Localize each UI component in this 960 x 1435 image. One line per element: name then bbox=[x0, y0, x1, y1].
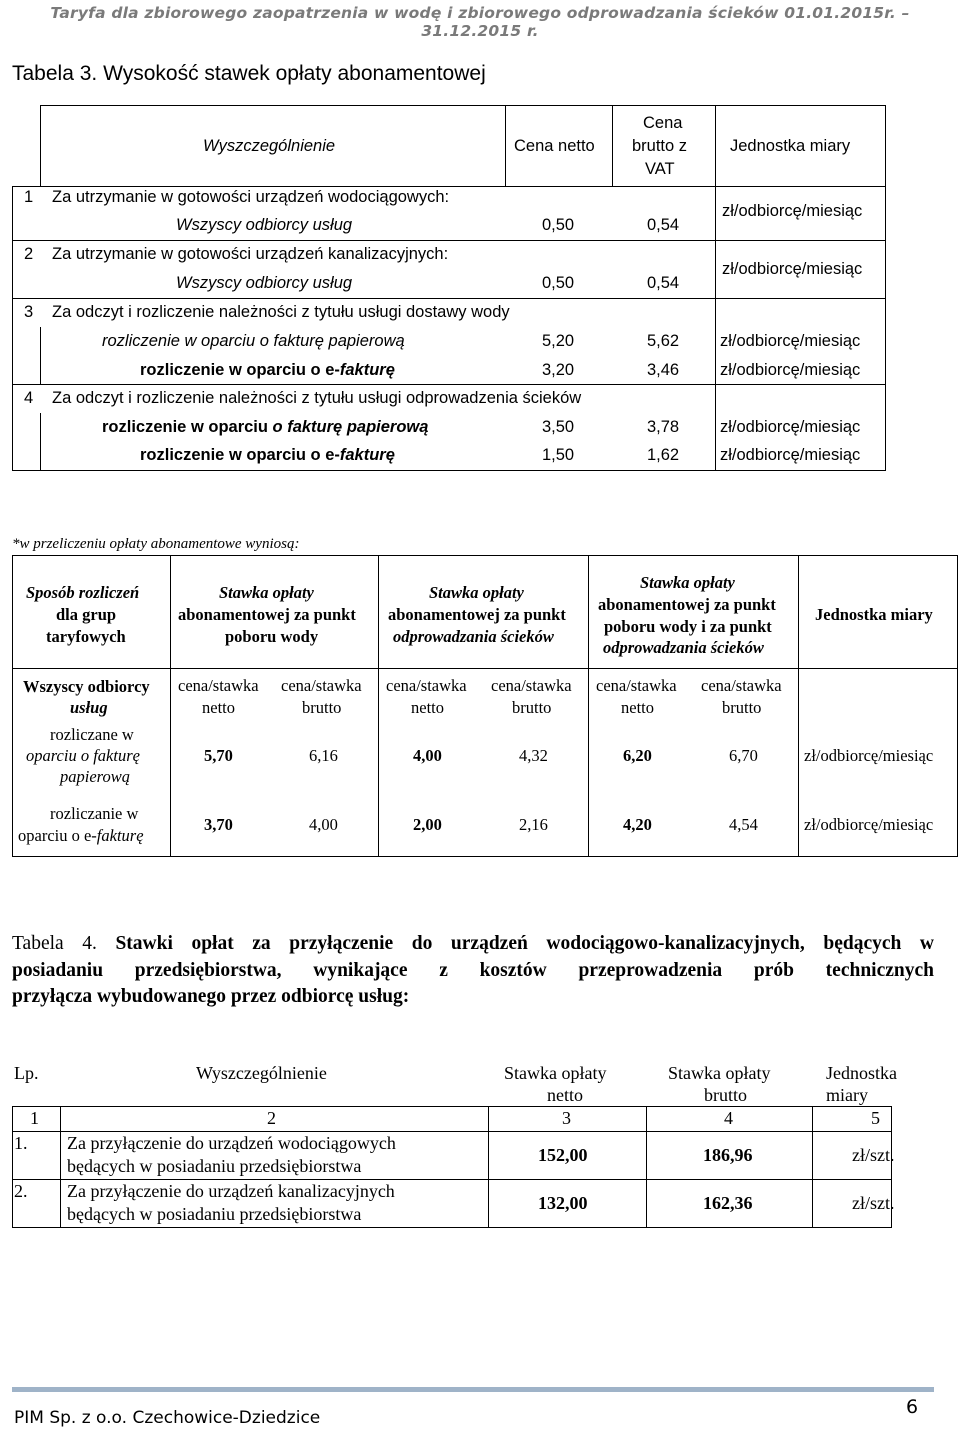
t3-row1-gross: 0,54 bbox=[647, 216, 680, 234]
table4-caption-line3: przyłącza wybudowanego przez odbiorcę usług: bbox=[12, 986, 410, 1007]
table4-caption bbox=[12, 931, 934, 1011]
table4-caption-prefix: Tabela 4. bbox=[12, 933, 97, 954]
t3-row4-no: 4 bbox=[24, 389, 34, 407]
calc-head-water-2: abonamentowej za punkt bbox=[178, 605, 356, 624]
calc-head-sewage-1: Stawka opłaty bbox=[429, 583, 524, 602]
calc-r2-label-1: rozliczanie w bbox=[50, 804, 139, 823]
t3-head-gross-2: brutto z bbox=[632, 137, 688, 155]
t4-num-1: 1 bbox=[30, 1108, 39, 1128]
calc-r2-v2: 4,00 bbox=[309, 815, 338, 834]
calc-r1-v4: 4,32 bbox=[519, 746, 548, 765]
calc-r1-v3: 4,00 bbox=[413, 746, 442, 765]
calc-r1-v1: 5,70 bbox=[204, 746, 233, 765]
calc-head-both-4: odprowadzania ścieków bbox=[603, 638, 764, 657]
t3-row2-net: 0,50 bbox=[542, 274, 575, 292]
t3-row3-sub1: rozliczenie w oparciu o fakturę papierową bbox=[102, 332, 405, 350]
t4-head-gross-b: brutto bbox=[704, 1085, 747, 1105]
t4-r1-unit: zł/szt. bbox=[852, 1145, 895, 1165]
t3-head-gross-3: VAT bbox=[645, 160, 675, 178]
t3-row1-unit: zł/odbiorcę/miesiąc bbox=[722, 202, 863, 220]
t4-head-net-b: netto bbox=[547, 1085, 583, 1105]
t4-r2-spec-b: będących w posiadaniu przedsiębiorstwa bbox=[67, 1204, 362, 1224]
t4-num-5: 5 bbox=[871, 1108, 880, 1128]
t3-row2-gross: 0,54 bbox=[647, 274, 680, 292]
table3-caption-title: Wysokość stawek opłaty abonamentowej bbox=[103, 62, 486, 85]
calc-r2-v5: 4,20 bbox=[623, 815, 652, 834]
t3-row4-gross1: 3,78 bbox=[647, 418, 680, 436]
calc-r2-v4: 2,16 bbox=[519, 815, 548, 834]
t4-head-lp: Lp. bbox=[14, 1063, 39, 1083]
calc-head-sewage-2: abonamentowej za punkt bbox=[388, 605, 566, 624]
t4-r2-lp: 2. bbox=[14, 1181, 28, 1201]
calc-r1-v5: 6,20 bbox=[623, 746, 652, 765]
t3-row2-unit: zł/odbiorcę/miesiąc bbox=[722, 260, 863, 278]
calc-cb-1b: brutto bbox=[302, 698, 342, 717]
t4-r2-net: 132,00 bbox=[538, 1193, 588, 1213]
calc-r2-v3: 2,00 bbox=[413, 815, 442, 834]
t3-row1-no: 1 bbox=[24, 188, 34, 206]
t3-row3-net2: 3,20 bbox=[542, 361, 575, 379]
t4-num-3: 3 bbox=[562, 1108, 571, 1128]
t3-row3-unit1: zł/odbiorcę/miesiąc bbox=[720, 332, 861, 350]
calc-head-method-1: Sposób rozliczeń bbox=[26, 583, 140, 602]
table4-caption-line1: Stawki opłat za przyłączenie do urządzeń wodociągowo-kanalizacyjnych, będących w bbox=[115, 933, 934, 954]
t4-num-4: 4 bbox=[724, 1108, 733, 1128]
page-header: Taryfa dla zbiorowego zaopatrzenia w wodę i zbiorowego odprowadzania ścieków 01.01.2015r. – 31.12.2015 r. bbox=[50, 4, 910, 40]
t3-row4-sub2: rozliczenie w oparciu o e-fakturę bbox=[140, 446, 395, 464]
t4-r2-unit: zł/szt. bbox=[852, 1193, 895, 1213]
t3-head-unit: Jednostka miary bbox=[730, 137, 851, 155]
calc-r1-label-3: papierową bbox=[60, 767, 130, 786]
calc-head-both-3: poboru wody i za punkt bbox=[604, 617, 772, 636]
calc-cb-3b: brutto bbox=[722, 698, 762, 717]
t3-row2-title: Za utrzymanie w gotowości urządzeń kanalizacyjnych: bbox=[52, 245, 449, 263]
t3-row3-net1: 5,20 bbox=[542, 332, 575, 350]
calc-cn-1: cena/stawka bbox=[178, 676, 259, 695]
calc-note: *w przeliczeniu opłaty abonamentowe wyniosą: bbox=[12, 536, 300, 552]
t3-row3-unit2: zł/odbiorcę/miesiąc bbox=[720, 361, 861, 379]
t3-row3-no: 3 bbox=[24, 303, 34, 321]
t3-row3-gross2: 3,46 bbox=[647, 361, 680, 379]
table3-caption-prefix: Tabela 3. bbox=[12, 62, 98, 85]
t4-r1-gross: 186,96 bbox=[703, 1145, 753, 1165]
t4-r2-gross: 162,36 bbox=[703, 1193, 753, 1213]
t4-head-net-a: Stawka opłaty bbox=[504, 1063, 607, 1083]
calc-cn-1b: netto bbox=[202, 698, 235, 717]
t4-head-spec: Wyszczególnienie bbox=[196, 1063, 327, 1083]
t3-head-net: Cena netto bbox=[514, 137, 595, 155]
t3-row3-gross1: 5,62 bbox=[647, 332, 680, 350]
calc-cn-2b: netto bbox=[411, 698, 444, 717]
calc-cb-3: cena/stawka bbox=[701, 676, 782, 695]
t3-row1-sub: Wszyscy odbiorcy usług bbox=[176, 216, 353, 234]
calc-r0-label-2: usług bbox=[70, 698, 108, 717]
t4-r1-spec-b: będących w posiadaniu przedsiębiorstwa bbox=[67, 1156, 362, 1176]
calc-cb-2: cena/stawka bbox=[491, 676, 572, 695]
calc-r1-v6: 6,70 bbox=[729, 746, 758, 765]
t3-row3-sub2: rozliczenie w oparciu o e-fakturę bbox=[140, 361, 395, 379]
calc-cn-2: cena/stawka bbox=[386, 676, 467, 695]
t3-row4-sub1: rozliczenie w oparciu o fakturę papierową bbox=[102, 418, 429, 436]
calc-r2-v6: 4,54 bbox=[729, 815, 758, 834]
calc-cb-1: cena/stawka bbox=[281, 676, 362, 695]
t3-row3-title: Za odczyt i rozliczenie należności z tytułu usługi dostawy wody bbox=[52, 303, 510, 321]
calc-head-water-3: poboru wody bbox=[225, 627, 319, 646]
t4-head-unit-a: Jednostka bbox=[826, 1063, 897, 1083]
t3-head-spec: Wyszczególnienie bbox=[203, 137, 336, 155]
t3-row2-sub: Wszyscy odbiorcy usług bbox=[176, 274, 353, 292]
t4-r1-net: 152,00 bbox=[538, 1145, 588, 1165]
table3-caption bbox=[12, 62, 486, 86]
t4-r1-lp: 1. bbox=[14, 1133, 28, 1153]
t4-r2-spec-a: Za przyłączenie do urządzeń kanalizacyjnych bbox=[67, 1181, 395, 1201]
calc-head-method-2: dla grup bbox=[56, 605, 117, 624]
calc-cn-3b: netto bbox=[621, 698, 654, 717]
calc-r0-label-1: Wszyscy odbiorcy bbox=[23, 677, 150, 696]
t3-row4-gross2: 1,62 bbox=[647, 446, 680, 464]
calc-head-sewage-3: odprowadzania ścieków bbox=[393, 627, 554, 646]
page-number: 6 bbox=[906, 1396, 919, 1418]
calc-head-water-1: Stawka opłaty bbox=[219, 583, 314, 602]
calc-r1-label-2: oparciu o fakturę bbox=[26, 746, 140, 765]
t3-row4-unit2: zł/odbiorcę/miesiąc bbox=[720, 446, 861, 464]
t4-num-2: 2 bbox=[267, 1108, 276, 1128]
calc-head-unit: Jednostka miary bbox=[815, 605, 933, 624]
footer-divider bbox=[12, 1387, 934, 1392]
t3-row4-net1: 3,50 bbox=[542, 418, 575, 436]
t3-row4-net2: 1,50 bbox=[542, 446, 575, 464]
calc-r2-label-2: oparciu o e-fakturę bbox=[18, 826, 144, 845]
t3-row1-title: Za utrzymanie w gotowości urządzeń wodociągowych: bbox=[52, 188, 450, 206]
calc-r1-unit: zł/odbiorcę/miesiąc bbox=[804, 746, 934, 765]
t3-row4-title: Za odczyt i rozliczenie należności z tytułu usługi odprowadzenia ścieków bbox=[52, 389, 582, 407]
t4-head-unit-b: miary bbox=[826, 1085, 868, 1105]
calc-head-both-1: Stawka opłaty bbox=[640, 573, 735, 592]
t4-r1-spec-a: Za przyłączenie do urządzeń wodociągowych bbox=[67, 1133, 396, 1153]
calc-head-both-2: abonamentowej za punkt bbox=[598, 595, 776, 614]
calc-r1-v2: 6,16 bbox=[309, 746, 338, 765]
calc-r1-label-1: rozliczane w bbox=[50, 725, 134, 744]
t3-head-gross-1: Cena bbox=[643, 114, 683, 132]
calc-cb-2b: brutto bbox=[512, 698, 552, 717]
t4-head-gross-a: Stawka opłaty bbox=[668, 1063, 771, 1083]
calc-r2-v1: 3,70 bbox=[204, 815, 233, 834]
t3-row1-net: 0,50 bbox=[542, 216, 575, 234]
footer-company: PIM Sp. z o.o. Czechowice-Dziedzice bbox=[14, 1408, 321, 1428]
t3-row2-no: 2 bbox=[24, 245, 34, 263]
t3-row4-unit1: zł/odbiorcę/miesiąc bbox=[720, 418, 861, 436]
calc-cn-3: cena/stawka bbox=[596, 676, 677, 695]
calc-r2-unit: zł/odbiorcę/miesiąc bbox=[804, 815, 934, 834]
table4-caption-line2: posiadaniu przedsiębiorstwa, wynikające z kosztów przeprowadzenia prób technicznych bbox=[12, 959, 934, 981]
calc-head-method-3: taryfowych bbox=[46, 627, 126, 646]
